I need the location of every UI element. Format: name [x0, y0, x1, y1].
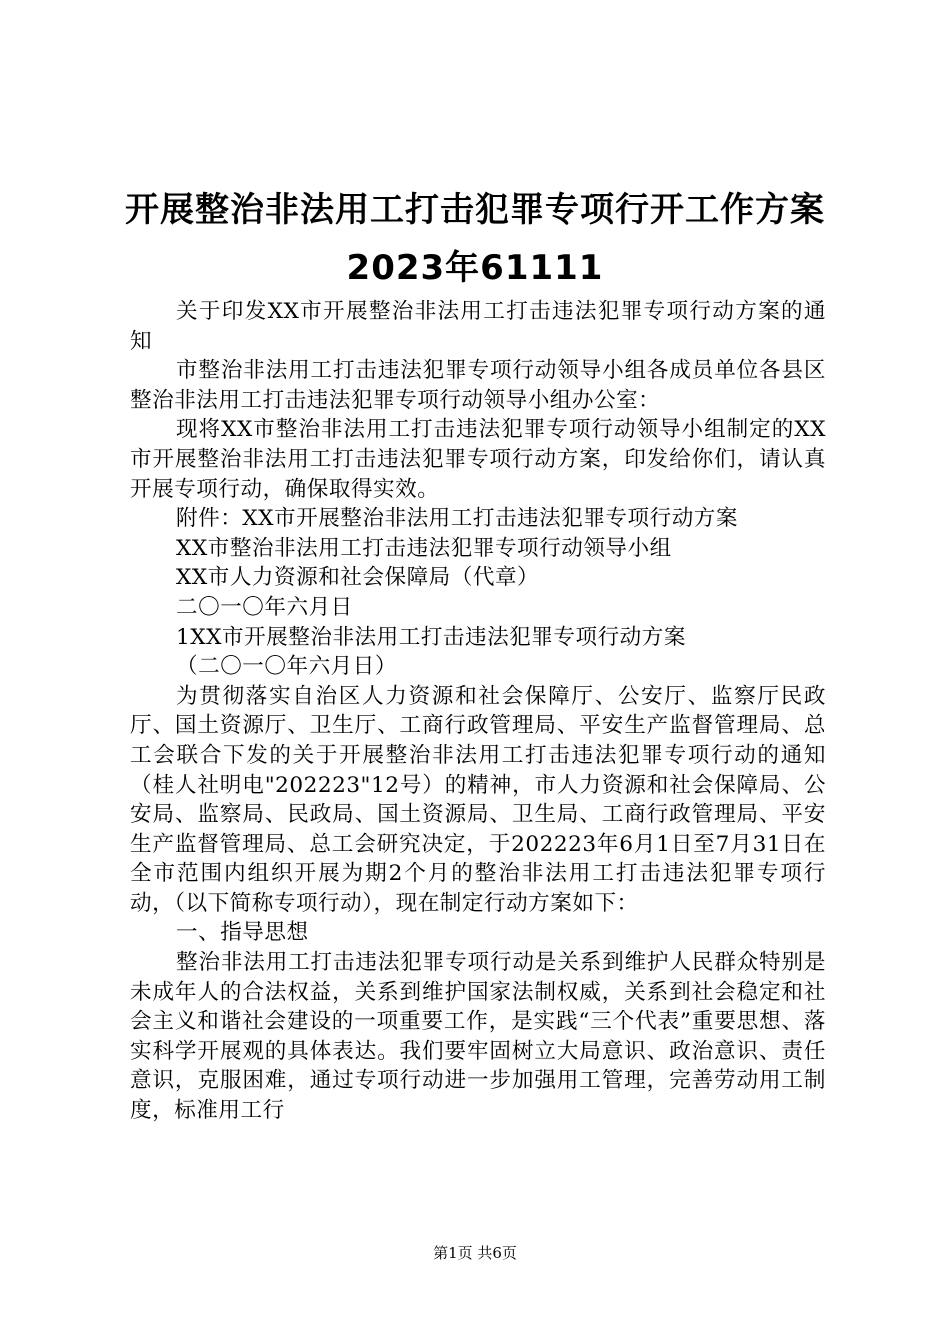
paragraph-date: 二〇一〇年六月日	[176, 594, 353, 620]
page-footer: 第1页 共6页	[433, 1244, 517, 1262]
paragraph-plan-title: 1XX市开展整治非法用工打击违法犯罪专项行动方案	[176, 624, 686, 650]
paragraph-issuer-group: XX市整治非法用工打击违法犯罪专项行动领导小组	[176, 535, 672, 561]
document-title-line-2: 2023年61111	[346, 248, 604, 288]
paragraph-attachment: 附件：XX市开展整治非法用工打击违法犯罪专项行动方案	[176, 506, 738, 532]
section-heading-guiding-thought: 一、指导思想	[176, 920, 309, 946]
document-title-line-1: 开展整治非法用工打击犯罪专项行开工作方案	[125, 190, 825, 230]
document-body	[130, 297, 826, 1126]
paragraph-plan-date: （二〇一〇年六月日）	[176, 654, 397, 680]
paragraph-issuer-bureau: XX市人力资源和社会保障局（代章）	[176, 565, 540, 591]
paragraph-notice-body: 现将XX市整治非法用工打击违法犯罪专项行动领导小组制定的XX市开展整治非法用工打击违法犯罪专项行动方案，印发给你们，请认真开展专项行动，确保取得实效。	[130, 417, 826, 502]
paragraph-background: 为贯彻落实自治区人力资源和社会保障厅、公安厅、监察厅民政厅、国土资源厅、卫生厅、工商行政管理局、平安生产监督管理局、总工会联合下发的关于开展整治非法用工打击违法犯罪专项行动的通知（桂人社明电"202223"12号）的精神，市人力资源和社会保障局、公安局、监察局、民政局、国土资源局、卫生局、工商行政管理局、平安生产监督管理局、总工会研究决定，于202223年6月1日至7月31日在全市范围内组织开展为期2个月的整治非法用工打击违法犯罪专项行动，（以下简称专项行动），现在制定行动方案如下：	[130, 683, 826, 916]
paragraph-guiding-thought: 整治非法用工打击违法犯罪专项行动是关系到维护人民群众特别是未成年人的合法权益，关系到维护国家法制权威，关系到社会稳定和社会主义和谐社会建设的一项重要工作，是实践“三个代表”重要思想、落实科学开展观的具体表达。我们要牢固树立大局意识、政治意识、责任意识，克服困难，通过专项行动进一步加强用工管理，完善劳动用工制度，标准用工行	[130, 950, 826, 1124]
paragraph-notice-title: 关于印发XX市开展整治非法用工打击违法犯罪专项行动方案的通知	[130, 299, 826, 354]
paragraph-recipients: 市整治非法用工打击违法犯罪专项行动领导小组各成员单位各县区整治非法用工打击违法犯罪专项行动领导小组办公室：	[130, 358, 826, 413]
